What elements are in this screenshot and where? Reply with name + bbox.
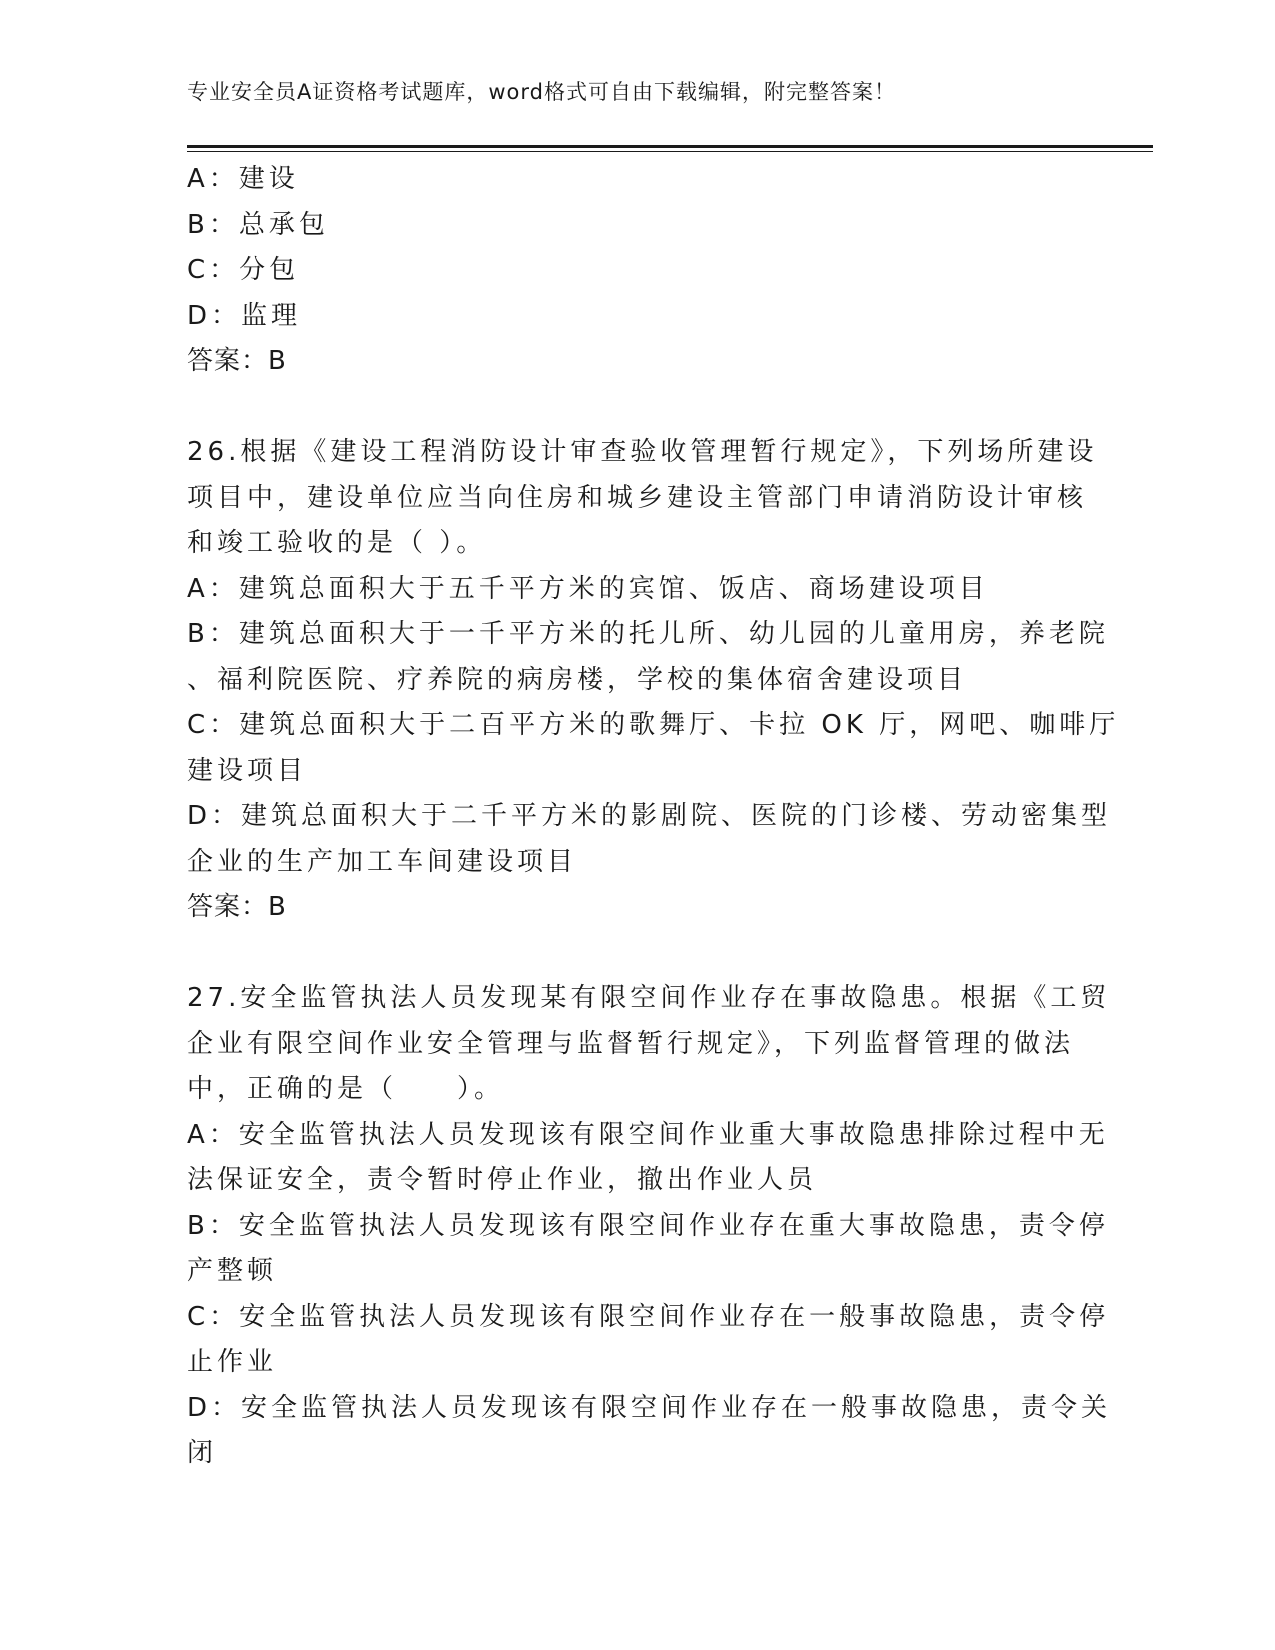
answer-25: 答案：B: [187, 346, 287, 376]
option-line: C：建筑总面积大于二百平方米的歌舞厅、卡拉 OK 厅，网吧、咖啡厅: [187, 710, 1120, 740]
header-rule-thick: [187, 145, 1153, 148]
option-line: B：建筑总面积大于一千平方米的托儿所、幼儿园的儿童用房，养老院: [187, 619, 1109, 649]
question-27: [187, 976, 1112, 1477]
document-body: [187, 157, 1120, 1477]
question-stem-line: 26.根据《建设工程消防设计审查验收管理暂行规定》，下列场所建设: [187, 437, 1098, 467]
option-line: 法保证安全，责令暂时停止作业，撤出作业人员: [187, 1165, 818, 1195]
option-line: 建设项目: [187, 755, 308, 786]
question-stem-line: 企业有限空间作业安全管理与监督暂行规定》，下列监督管理的做法: [187, 1028, 1075, 1059]
option-c: C：分包: [187, 255, 300, 285]
answer-26: 答案：B: [187, 892, 287, 922]
page-header-text: 专业安全员A证资格考试题库，word格式可自由下载编辑，附完整答案！: [187, 80, 896, 104]
option-b: B：总承包: [187, 209, 329, 240]
option-line: B：安全监管执法人员发现该有限空间作业存在重大事故隐患，责令停: [187, 1210, 1109, 1241]
question-25-options: [187, 157, 1077, 339]
question-stem-line: 27.安全监管执法人员发现某有限空间作业存在事故隐患。根据《工贸: [187, 983, 1111, 1013]
option-line: D：安全监管执法人员发现该有限空间作业存在一般事故隐患，责令关: [187, 1392, 1112, 1423]
question-stem-line: 中，正确的是（ ）。: [187, 1074, 505, 1104]
option-line: 、福利院医院、疗养院的病房楼，学校的集体宿舍建设项目: [187, 664, 968, 695]
option-line: 企业的生产加工车间建设项目: [187, 846, 578, 877]
option-line: D：建筑总面积大于二千平方米的影剧院、医院的门诊楼、劳动密集型: [187, 801, 1112, 831]
spacer: [187, 931, 1077, 977]
question-stem-line: 和竣工验收的是（ ）。: [187, 528, 487, 558]
option-line: A：建筑总面积大于五千平方米的宾馆、饭店、商场建设项目: [187, 573, 989, 604]
question-stem-line: 项目中，建设单位应当向住房和城乡建设主管部门申请消防设计审核: [187, 482, 1088, 513]
question-26: [187, 430, 1120, 931]
option-line: 止作业: [187, 1347, 278, 1377]
option-line: C：安全监管执法人员发现该有限空间作业存在一般事故隐患，责令停: [187, 1301, 1110, 1332]
option-a: A：建设: [187, 164, 299, 194]
header-rule-thin: [187, 151, 1153, 152]
spacer: [187, 385, 1077, 431]
option-line: A：安全监管执法人员发现该有限空间作业重大事故隐患排除过程中无: [187, 1119, 1109, 1150]
option-line: 产整顿: [187, 1256, 278, 1286]
option-d: D：监理: [187, 300, 302, 331]
option-line: 闭: [187, 1438, 218, 1468]
